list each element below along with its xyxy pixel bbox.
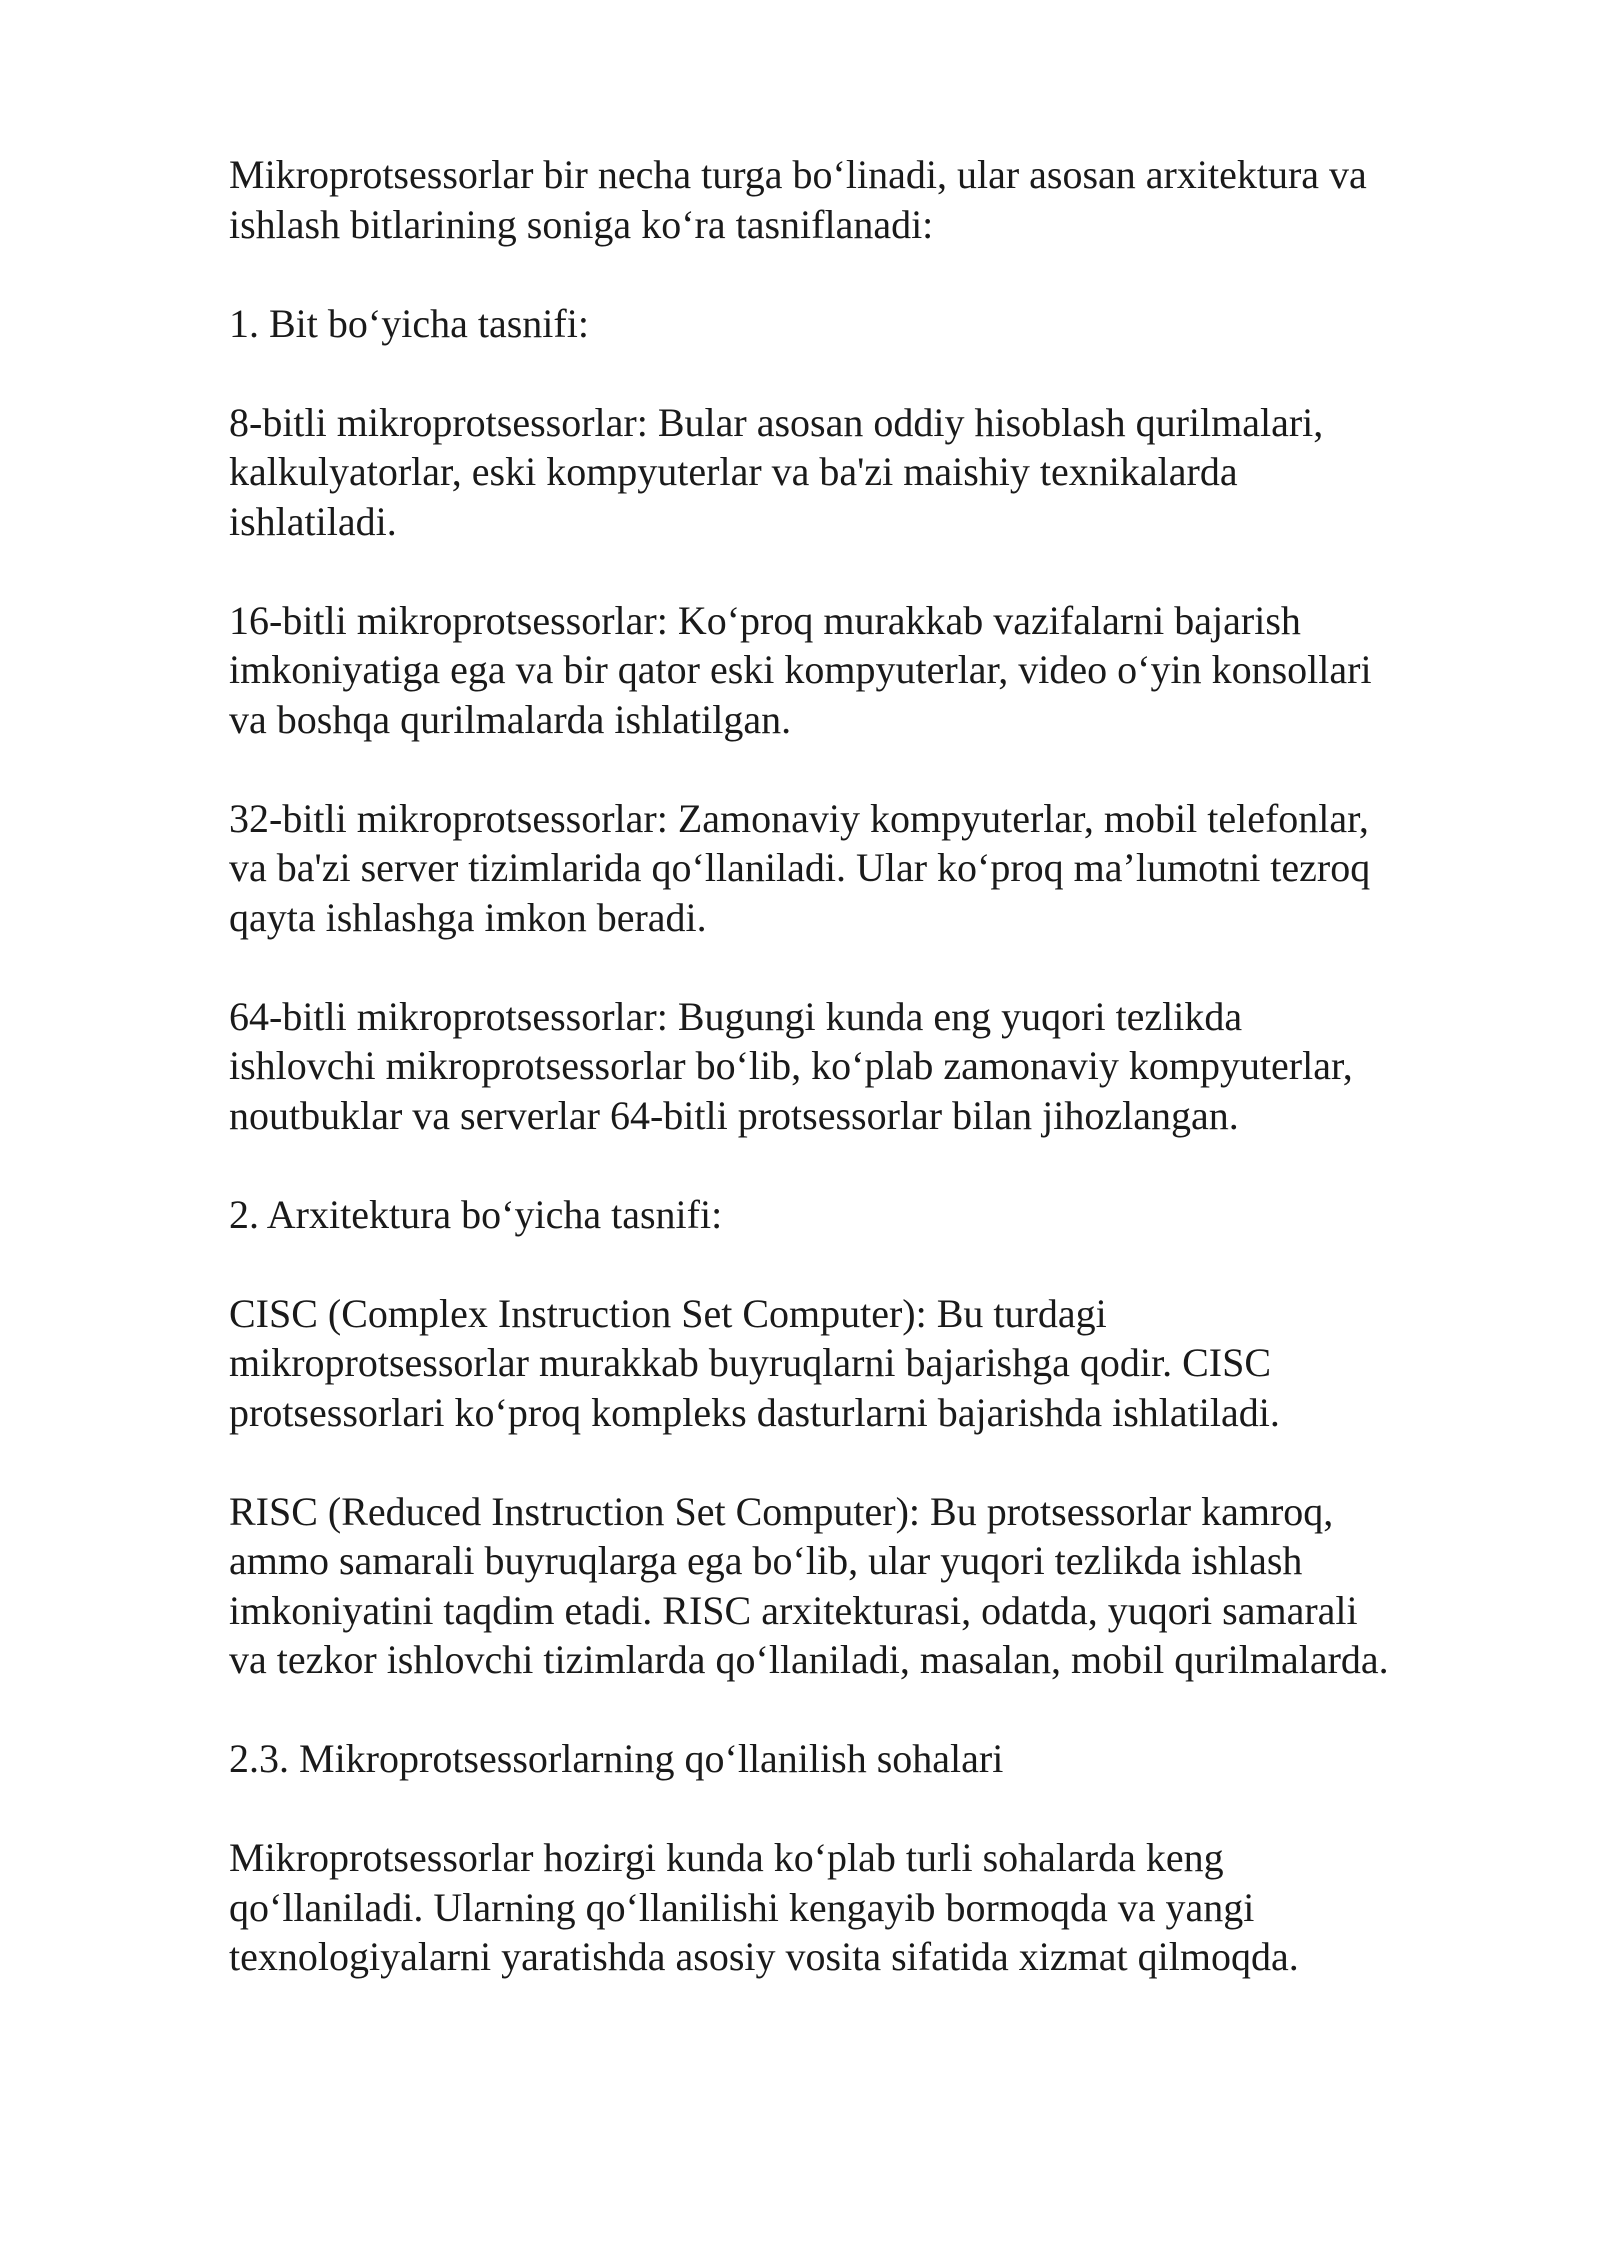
- section-heading-application-areas: [229, 1734, 1529, 1784]
- text-line: qayta ishlashga imkon beradi.: [229, 894, 707, 940]
- text-line: ishlovchi mikroprotsessorlar bo‘lib, ko‘plab zamonaviy kompyuterlar,: [229, 1043, 1353, 1088]
- text-line: Mikroprotsessorlar bir necha turga bo‘linadi, ular asosan arxitektura va: [229, 152, 1367, 197]
- text-line: Mikroprotsessorlar hozirgi kunda ko‘plab turli sohalarda keng: [229, 1835, 1224, 1880]
- text-line: 16-bitli mikroprotsessorlar: Ko‘proq murakkab vazifalarni bajarish: [229, 597, 1301, 643]
- text-line: imkoniyatiga ega va bir qator eski kompyuterlar, video o‘yin konsollari: [229, 647, 1372, 692]
- paragraph-cisc: [229, 1289, 1529, 1438]
- text-line: 2. Arxitektura bo‘yicha tasnifi:: [229, 1191, 723, 1237]
- text-line: mikroprotsessorlar murakkab buyruqlarni bajarishga qodir. CISC: [229, 1340, 1272, 1385]
- paragraph-risc: [229, 1487, 1529, 1685]
- text-line: va boshqa qurilmalarda ishlatilgan.: [229, 696, 792, 742]
- text-line: imkoniyatini taqdim etadi. RISC arxitekturasi, odatda, yuqori samarali: [229, 1587, 1358, 1633]
- text-line: texnologiyalarni yaratishda asosiy vosita sifatida xizmat qilmoqda.: [229, 1934, 1299, 1979]
- text-line: 32-bitli mikroprotsessorlar: Zamonaviy kompyuterlar, mobil telefonlar,: [229, 795, 1369, 841]
- text-line: kalkulyatorlar, eski kompyuterlar va ba'zi maishiy texnikalarda: [229, 449, 1238, 494]
- paragraph-16-bit: [229, 596, 1529, 745]
- text-line: protsessorlari ko‘proq kompleks dasturlarni bajarishda ishlatiladi.: [229, 1389, 1280, 1435]
- text-line: va ba'zi server tizimlarida qo‘llaniladi. Ular ko‘proq ma’lumotni tezroq: [229, 845, 1371, 890]
- text-line: RISC (Reduced Instruction Set Computer): Bu protsessorlar kamroq,: [229, 1488, 1334, 1534]
- paragraph-32-bit: [229, 794, 1529, 943]
- text-line: noutbuklar va serverlar 64-bitli protsessorlar bilan jihozlangan.: [229, 1092, 1239, 1138]
- text-line: va tezkor ishlovchi tizimlarda qo‘llaniladi, masalan, mobil qurilmalarda.: [229, 1637, 1389, 1682]
- text-line: 2.3. Mikroprotsessorlarning qo‘llanilish sohalari: [229, 1736, 1004, 1781]
- text-line: ammo samarali buyruqlarga ega bo‘lib, ular yuqori tezlikda ishlash: [229, 1538, 1303, 1583]
- section-heading-bit-classification: [229, 299, 1529, 349]
- text-line: 1. Bit bo‘yicha tasnifi:: [229, 300, 589, 346]
- intro-paragraph: [229, 150, 1529, 249]
- paragraph-8-bit: [229, 398, 1529, 547]
- document-body: [229, 150, 1529, 2031]
- section-heading-architecture-classification: [229, 1190, 1529, 1240]
- text-line: CISC (Complex Instruction Set Computer): Bu turdagi: [229, 1290, 1107, 1336]
- text-line: ishlatiladi.: [229, 498, 397, 544]
- text-line: qo‘llaniladi. Ularning qo‘llanilishi kengayib bormoqda va yangi: [229, 1884, 1255, 1930]
- text-line: 8-bitli mikroprotsessorlar: Bular asosan oddiy hisoblash qurilmalari,: [229, 399, 1324, 445]
- paragraph-application-areas: [229, 1833, 1529, 1982]
- text-line: ishlash bitlarining soniga ko‘ra tasniflanadi:: [229, 201, 934, 247]
- text-line: 64-bitli mikroprotsessorlar: Bugungi kunda eng yuqori tezlikda: [229, 993, 1243, 1039]
- paragraph-64-bit: [229, 992, 1529, 1141]
